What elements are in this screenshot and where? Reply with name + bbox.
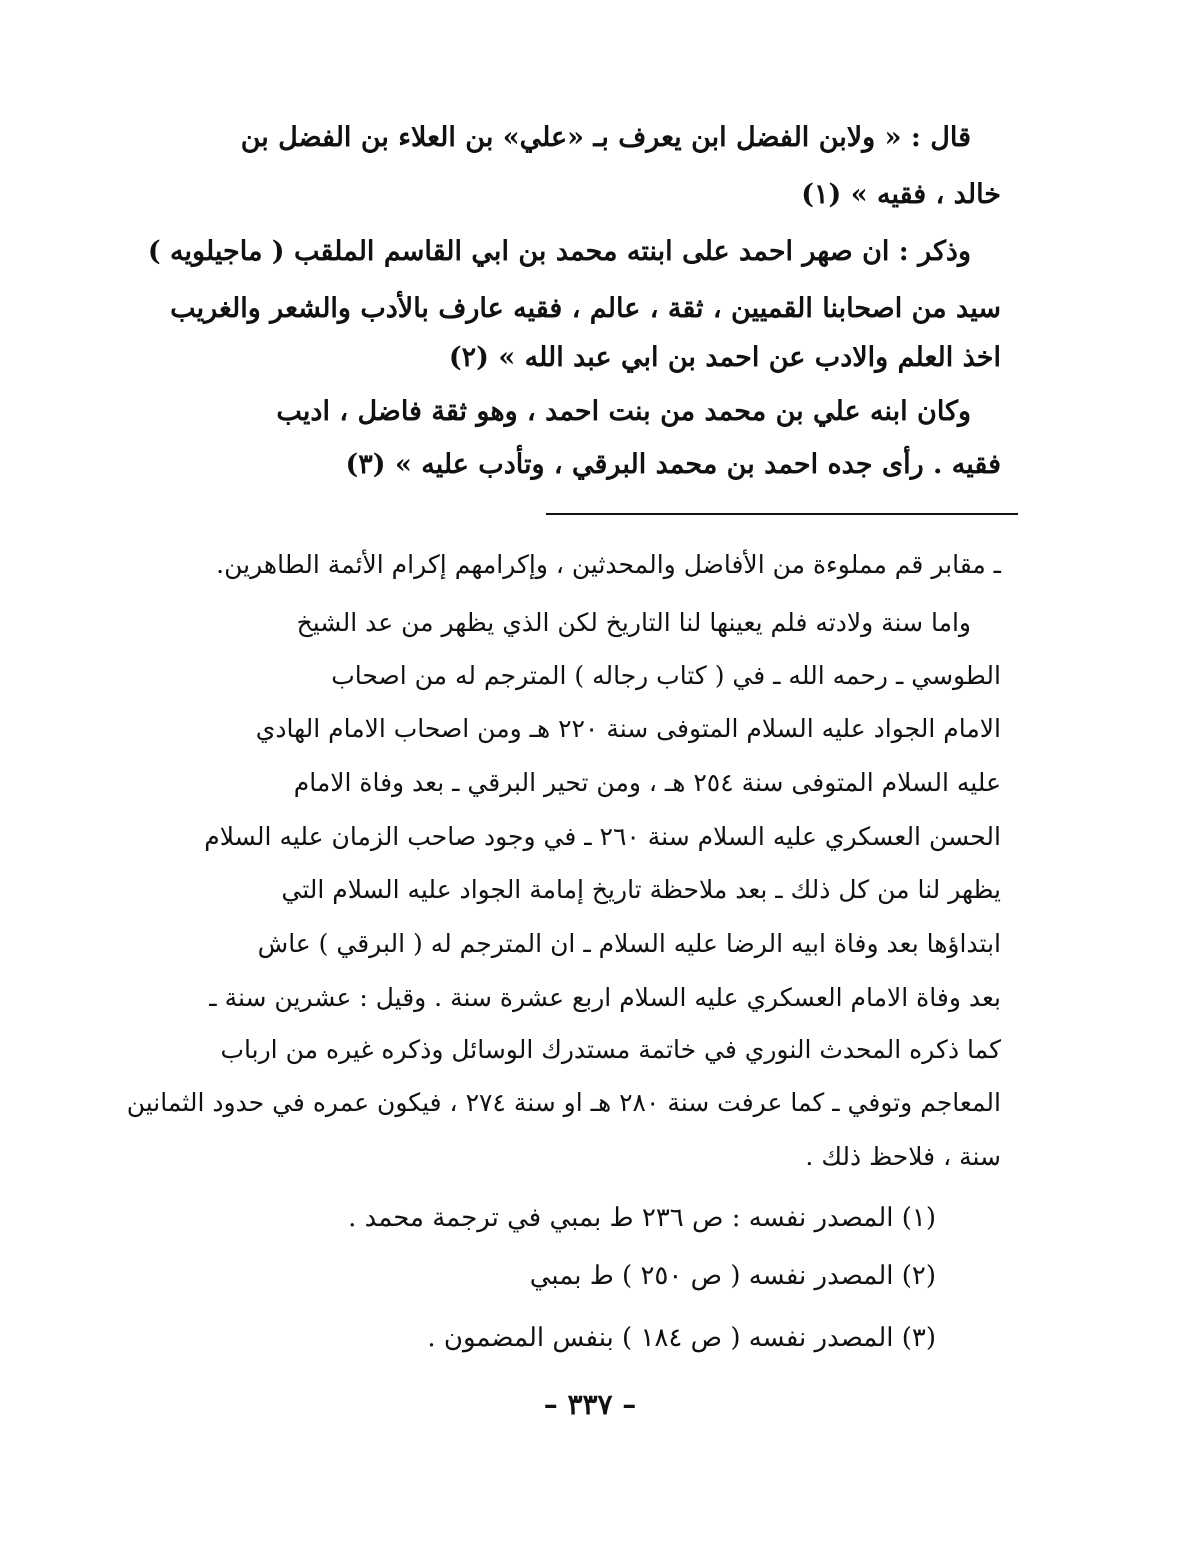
main-line-6: وكان ابنه علي بن محمد من بنت احمد ، وهو ثقة فاضل ، اديب — [276, 396, 971, 427]
footnote-line-8: ابتداؤها بعد وفاة ابيه الرضا عليه السلام ـ ان المترجم له ( البرقي ) عاش — [257, 929, 1001, 958]
note-1: (١) المصدر نفسه : ص ٢٣٦ ط بمبي في ترجمة محمد . — [348, 1203, 936, 1233]
note-3: (٣) المصدر نفسه ( ص ١٨٤ ) بنفس المضمون . — [427, 1323, 936, 1353]
footnote-line-10: كما ذكره المحدث النوري في خاتمة مستدرك الوسائل وذكره غيره من ارباب — [220, 1035, 1001, 1064]
footnote-line-2: واما سنة ولادته فلم يعينها لنا التاريخ لكن الذي يظهر من عد الشيخ — [296, 608, 971, 637]
footnote-separator — [546, 513, 1018, 515]
footnote-line-11: المعاجم وتوفي ـ كما عرفت سنة ٢٨٠ هـ او سنة ٢٧٤ ، فيكون عمره في حدود الثمانين — [126, 1088, 1001, 1117]
main-line-7: فقيه . رأى جده احمد بن محمد البرقي ، وتأدب عليه » (٣) — [345, 449, 1001, 480]
footnote-line-5: عليه السلام المتوفى سنة ٢٥٤ هـ ، ومن تحير البرقي ـ بعد وفاة الامام — [293, 768, 1001, 797]
footnote-line-9: بعد وفاة الامام العسكري عليه السلام اربع عشرة سنة . وقيل : عشرين سنة ـ — [209, 983, 1001, 1012]
main-line-4: سيد من اصحابنا القميين ، ثقة ، عالم ، فقيه عارف بالأدب والشعر والغريب — [170, 293, 1001, 324]
main-line-2: خالد ، فقيه » (١) — [801, 179, 1001, 210]
footnote-line-1: ـ مقابر قم مملوءة من الأفاضل والمحدثين ، وإكرامهم إكرام الأئمة الطاهرين. — [216, 550, 1001, 579]
main-line-3: وذكر : ان صهر احمد على ابنته محمد بن ابي القاسم الملقب ( ماجيلويه ) — [147, 236, 971, 267]
main-line-1: قال : « ولابن الفضل ابن يعرف بـ «علي» بن العلاء بن الفضل بن — [240, 122, 971, 153]
main-line-5: اخذ العلم والادب عن احمد بن ابي عبد الله » (٢) — [448, 342, 1001, 373]
page-number: – ٣٣٧ – — [543, 1388, 637, 1421]
note-2: (٢) المصدر نفسه ( ص ٢٥٠ ) ط بمبي — [529, 1261, 936, 1291]
footnote-line-4: الامام الجواد عليه السلام المتوفى سنة ٢٢٠ هـ ومن اصحاب الامام الهادي — [255, 714, 1001, 743]
footnote-line-3: الطوسي ـ رحمه الله ـ في ( كتاب رجاله ) المترجم له من اصحاب — [331, 661, 1001, 690]
footnote-line-6: الحسن العسكري عليه السلام سنة ٢٦٠ ـ في وجود صاحب الزمان عليه السلام — [204, 822, 1001, 851]
footnote-line-12: سنة ، فلاحظ ذلك . — [805, 1142, 1001, 1171]
footnote-line-7: يظهر لنا من كل ذلك ـ بعد ملاحظة تاريخ إمامة الجواد عليه السلام التي — [281, 875, 1001, 904]
